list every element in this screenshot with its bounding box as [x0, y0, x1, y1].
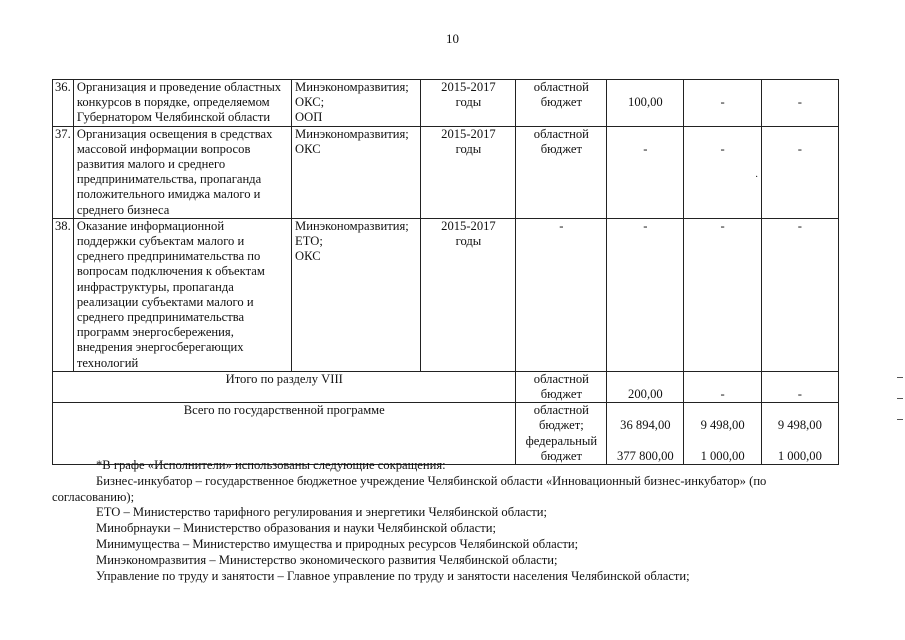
section-total-label: Итого по разделу VIII [53, 371, 516, 402]
executors: Минэкономразвития; ЕТО; ОКС [292, 218, 421, 371]
funding-source: областной бюджет; федеральный бюджет [516, 403, 607, 465]
period: 2015-2017 годы [421, 126, 516, 218]
executors: Минэкономразвития; ОКС; ООП [292, 80, 421, 127]
funding-source: - [516, 218, 607, 371]
value-2016: - [684, 218, 761, 371]
value-2015: 100,00 [607, 80, 684, 127]
section-total-row [53, 371, 839, 402]
program-table [52, 79, 839, 465]
executors: Минэкономразвития; ОКС [292, 126, 421, 218]
value-2016: 9 498,00 1 000,00 [684, 403, 761, 465]
activity-name: Оказание информационной поддержки субъектам малого и среднего предпринимательства по вопросам подключения к объектам инфраструктуры, пропаганда реализации субъектами малого и среднего предпринимательства программ энергосбережения, внедрения энергосберегающих технологий [73, 218, 291, 371]
margin-mark [897, 419, 903, 420]
margin-mark [897, 398, 903, 399]
value-2017: - [761, 218, 838, 371]
footnotes [52, 458, 842, 584]
scan-dot: · [755, 172, 759, 183]
value-2017: 9 498,00 1 000,00 [761, 403, 838, 465]
row-number: 36. [53, 80, 74, 127]
footnote-item: Минимущества – Министерство имущества и природных ресурсов Челябинской области; [96, 536, 579, 551]
footnote-item: согласованию); [52, 489, 135, 504]
value-2015: 200,00 [607, 371, 684, 402]
footnote-item: Минобрнауки – Министерство образования и науки Челябинской области; [96, 521, 496, 536]
table-row [53, 126, 839, 218]
value-2015: - [607, 218, 684, 371]
row-number: 38. [53, 218, 74, 371]
program-total-row [53, 403, 839, 465]
activity-name: Организация освещения в средствах массовой информации вопросов развития малого и среднего предпринимательства, пропаганда положительного имиджа малого и среднего бизнеса [73, 126, 291, 218]
row-number: 37. [53, 126, 74, 218]
value-2016: - [684, 80, 761, 127]
table-row [53, 218, 839, 371]
period: 2015-2017 годы [421, 80, 516, 127]
value-2017: - [761, 371, 838, 402]
value-2017: - [761, 126, 838, 218]
table-row [53, 80, 839, 127]
footnote-item: Минэкономразвития – Министерство экономического развития Челябинской области; [96, 552, 558, 567]
footnote-item: ЕТО – Министерство тарифного регулирования и энергетики Челябинской области; [96, 505, 548, 520]
funding-source: областной бюджет [516, 80, 607, 127]
period: 2015-2017 годы [421, 218, 516, 371]
value-2017: - [761, 80, 838, 127]
value-2015: 36 894,00 377 800,00 [607, 403, 684, 465]
value-2016: - [684, 371, 761, 402]
activity-name: Организация и проведение областных конкурсов в порядке, определяемом Губернатором Челябинской области [73, 80, 291, 127]
program-total-label: Всего по государственной программе [53, 403, 516, 465]
footnote-intro: *В графе «Исполнители» использованы следующие сокращения: [96, 458, 446, 472]
footnote-item: Управление по труду и занятости – Главное управление по труду и занятости населения Челябинской области; [96, 568, 690, 583]
footnote-item: Бизнес-инкубатор – государственное бюджетное учреждение Челябинской области «Инновационный бизнес-инкубатор» (по [96, 473, 767, 488]
value-2015: - [607, 126, 684, 218]
page-number: 10 [446, 31, 459, 46]
funding-source: областной бюджет [516, 126, 607, 218]
value-2016: - [684, 126, 761, 218]
margin-mark [897, 377, 903, 378]
funding-source: областной бюджет [516, 371, 607, 402]
